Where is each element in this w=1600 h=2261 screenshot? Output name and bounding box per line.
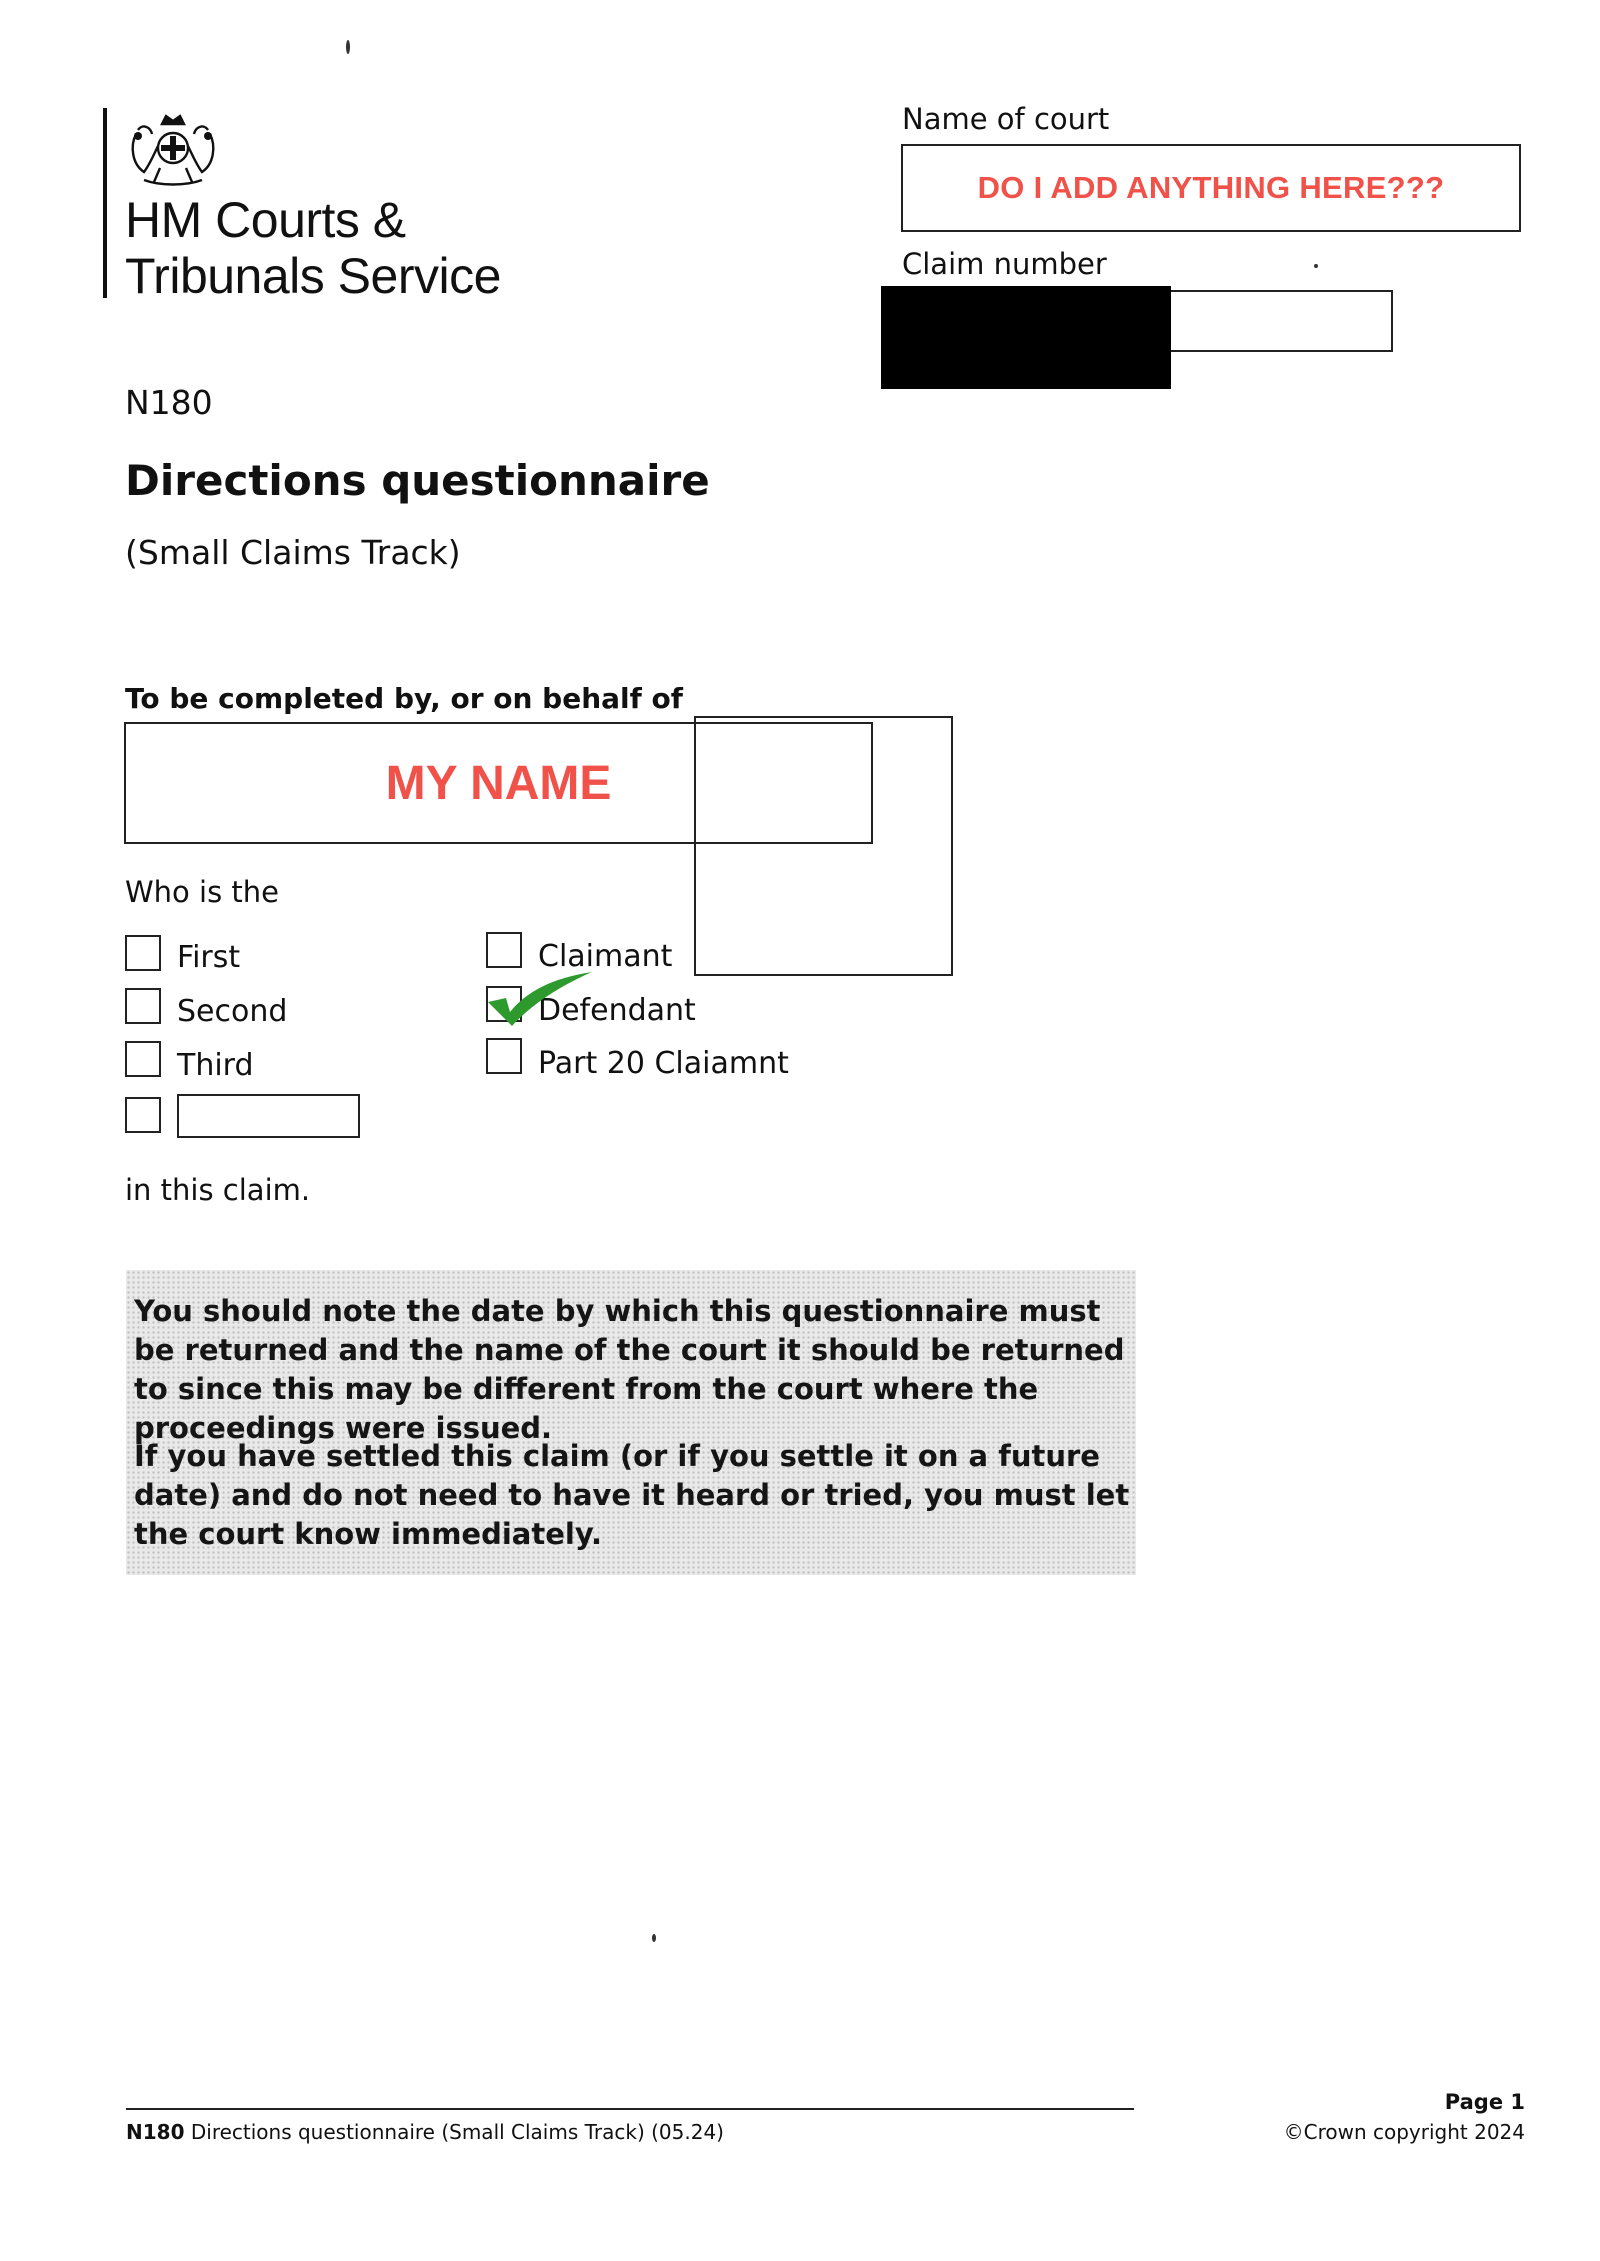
scan-speck <box>1314 264 1318 268</box>
footer-form-code: N180 <box>126 2120 185 2144</box>
logo-bar <box>103 108 107 298</box>
other-order-input[interactable] <box>177 1094 360 1138</box>
document-subtitle: (Small Claims Track) <box>125 533 461 572</box>
second-checkbox[interactable] <box>125 988 161 1024</box>
scan-speck <box>652 1934 656 1942</box>
checkmark-icon <box>486 968 596 1028</box>
first-checkbox[interactable] <box>125 935 161 971</box>
part20-claimant-label: Part 20 Claiamnt <box>538 1046 789 1081</box>
other-checkbox[interactable] <box>125 1097 161 1133</box>
court-name-field[interactable] <box>901 144 1521 232</box>
form-code: N180 <box>125 383 213 422</box>
organisation-name <box>125 192 501 304</box>
first-label: First <box>177 940 241 975</box>
court-name-value: DO I ADD ANYTHING HERE??? <box>977 170 1445 205</box>
royal-crest-icon <box>124 106 222 188</box>
claim-number-field[interactable] <box>1168 290 1393 352</box>
note-paragraph-1: You should note the date by which this questionnaire must be returned and the name of the court it should be returned to since this may be different from the court where the proceedings were issued. <box>134 1294 1125 1445</box>
third-checkbox[interactable] <box>125 1041 161 1077</box>
document-title: Directions questionnaire <box>125 456 710 505</box>
defendant-label: Defendant <box>538 993 696 1028</box>
footer-form-info <box>126 2120 724 2144</box>
completed-by-value: MY NAME <box>385 756 612 810</box>
completed-by-field[interactable] <box>124 722 873 844</box>
third-label: Third <box>177 1048 254 1083</box>
completed-by-label: To be completed by, or on behalf of <box>125 682 683 715</box>
claimant-label: Claimant <box>538 939 673 974</box>
part20-claimant-checkbox[interactable] <box>486 1038 522 1074</box>
page-number: Page 1 <box>1444 2090 1525 2114</box>
footer-form-description: Directions questionnaire (Small Claims Track) (05.24) <box>184 2120 724 2144</box>
claimant-checkbox[interactable] <box>486 932 522 968</box>
in-this-claim-label: in this claim. <box>125 1173 311 1207</box>
redaction-block <box>881 286 1171 389</box>
court-name-label: Name of court <box>902 102 1110 136</box>
claim-number-label: Claim number <box>902 247 1107 281</box>
org-name-line2: Tribunals Service <box>125 248 501 304</box>
who-is-label: Who is the <box>125 875 279 909</box>
footer-rule <box>126 2108 1134 2110</box>
copyright-notice: ©Crown copyright 2024 <box>1283 2120 1525 2144</box>
org-name-line1: HM Courts & <box>125 192 406 248</box>
second-label: Second <box>177 994 288 1029</box>
scan-speck <box>346 40 350 54</box>
note-paragraph-2: If you have settled this claim (or if you settle it on a future date) and do not need to have it heard or tried, you must let the court know immediately. <box>134 1439 1130 1551</box>
